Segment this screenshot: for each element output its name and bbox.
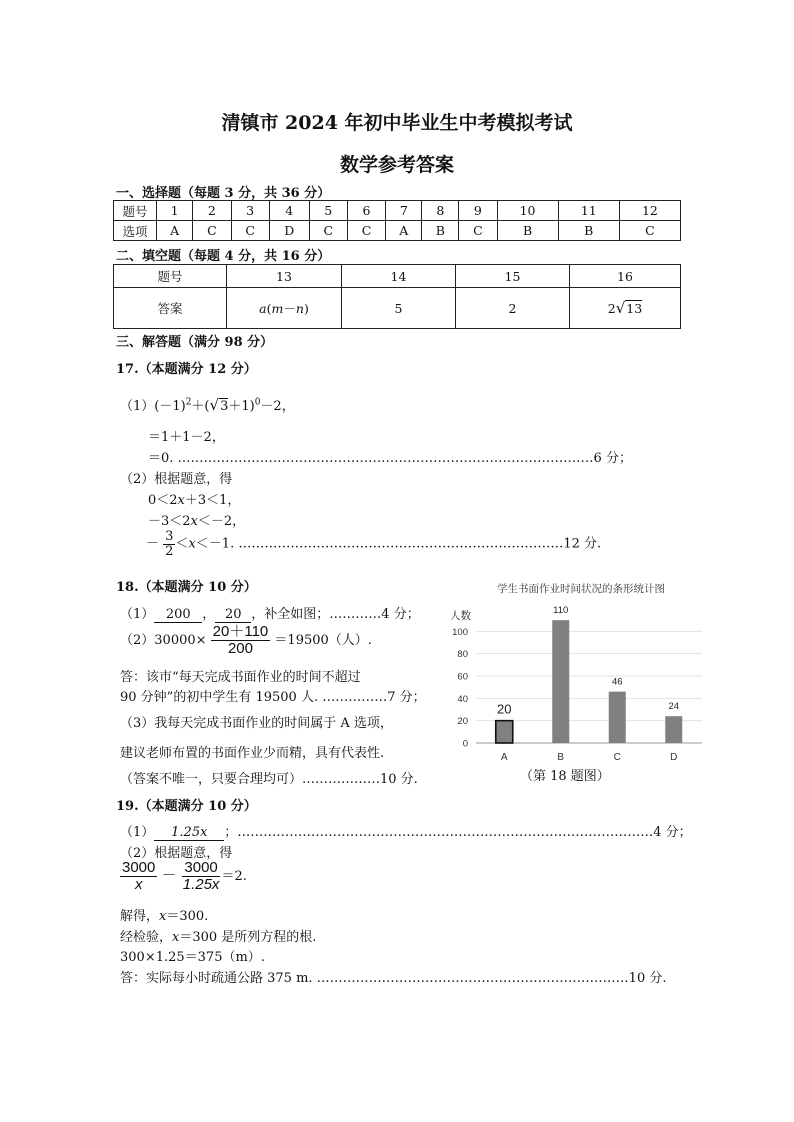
question-number: 10: [497, 201, 558, 221]
chart-ylabel: 人数: [450, 610, 471, 622]
section2-heading: 二、填空题（每题 4 分，共 16 分）: [116, 249, 331, 264]
bar-D: [665, 716, 682, 743]
q18-part3-note: （答案不唯一，只要合理均可）………………10 分.: [120, 772, 418, 787]
sqrt-sign: √: [209, 396, 220, 414]
q17-line6: [148, 510, 245, 529]
y-tick-label: 80: [457, 649, 468, 661]
q17-heading: 17.（本题满分 12 分）: [116, 362, 257, 377]
table-row: [114, 201, 681, 221]
sqrt-radicand: 3: [220, 399, 229, 414]
math-text: 0＜2: [148, 493, 178, 508]
q19-equation: [120, 860, 247, 893]
question-number: 9: [459, 201, 497, 221]
x-tick-label: D: [670, 752, 678, 763]
math-text: ＋1): [228, 399, 255, 414]
data-label: 110: [553, 605, 569, 617]
table-row: [114, 288, 681, 329]
math-text: ＝300.: [166, 909, 209, 924]
fraction: [181, 860, 222, 893]
question-number: 15: [456, 265, 570, 288]
question-number: 16: [570, 265, 681, 288]
fraction-denominator: x: [134, 875, 143, 893]
y-tick-label: 40: [457, 693, 468, 705]
math-text: ＋(: [191, 399, 210, 414]
question-number: 1: [157, 201, 193, 221]
q18-part3: （3）我每天完成书面作业的时间属于 A 选项，: [120, 716, 393, 731]
fill-answer-table: [113, 264, 681, 329]
table-row: [114, 265, 681, 288]
question-number: 14: [342, 265, 456, 288]
math-text: ；……………………………………………………………………………………4 分；: [224, 825, 692, 840]
math-var: x: [177, 493, 185, 508]
math-var: x: [190, 514, 198, 529]
question-number: 2: [193, 201, 231, 221]
row-label: 答案: [114, 288, 227, 329]
choice-answer: B: [558, 221, 619, 241]
choice-answer: A: [157, 221, 193, 241]
math-var: x: [172, 930, 180, 945]
figure-caption: （第 18 题图）: [520, 769, 610, 784]
math-text: ＝300 是所列方程的根.: [179, 930, 317, 945]
math-text: ＜－2，: [197, 514, 246, 529]
answer-15: 2: [456, 288, 570, 329]
math-text: ＝2.: [221, 869, 247, 885]
q19-compute: 300×1.25＝375（m）.: [120, 950, 265, 965]
exam-title: 清镇市 2024 年初中毕业生中考模拟考试: [221, 112, 573, 134]
q19-check: [120, 926, 316, 945]
data-label: 46: [611, 676, 623, 688]
y-tick-label: 100: [452, 626, 468, 638]
fraction-denominator: 2: [165, 543, 174, 559]
fraction-numerator: 20＋110: [212, 623, 269, 640]
math-text: －3＜2: [148, 514, 191, 529]
math-text: （2）30000×: [120, 632, 207, 648]
choice-answer: C: [193, 221, 231, 241]
math-text: 2: [607, 301, 616, 316]
math-text: ＜: [175, 536, 189, 552]
bar-chart: [440, 576, 710, 786]
math-text: －2，: [260, 399, 295, 414]
data-label: 20: [497, 701, 512, 717]
choice-answer: C: [459, 221, 497, 241]
fraction: [120, 860, 157, 893]
question-number: 5: [309, 201, 347, 221]
q17-part1-expression: [120, 395, 295, 414]
choice-answer: B: [497, 221, 558, 241]
answer-key-title: 数学参考答案: [339, 154, 454, 176]
choice-answer: C: [347, 221, 385, 241]
question-number: 11: [558, 201, 619, 221]
math-text: ): [303, 301, 309, 316]
q19-heading: 19.（本题满分 10 分）: [116, 799, 257, 814]
sqrt-sign: √: [615, 299, 626, 317]
choice-answer: B: [422, 221, 459, 241]
row-label: 题号: [114, 265, 227, 288]
math-text: ，补全如图；…………4 分；: [251, 607, 420, 622]
fraction-numerator: 3000: [184, 859, 218, 876]
row-label: 选项: [114, 221, 157, 241]
table-row: [114, 221, 681, 241]
q18-part3-line2: 建议老师布置的书面作业少而精，具有代表性.: [120, 746, 385, 761]
q19-part1: [120, 821, 692, 841]
data-label: 24: [668, 701, 680, 713]
math-text: 解得，: [120, 909, 160, 924]
math-text: 经检验，: [120, 930, 173, 945]
section3-heading: 三、解答题（满分 98 分）: [116, 335, 274, 350]
choice-answer: C: [309, 221, 347, 241]
q18-part2: [120, 624, 372, 657]
math-text: ＝19500（人）.: [274, 632, 372, 648]
question-number: 8: [422, 201, 459, 221]
x-tick-label: B: [557, 752, 565, 763]
question-number: 12: [619, 201, 680, 221]
answer-blank: 1.25x: [154, 825, 224, 841]
answer-16: [570, 288, 681, 329]
q17-line3: ＝0. ……………………………………………………………………………………6 分；: [148, 451, 632, 466]
math-text: （1）: [120, 607, 155, 622]
q19-answer: 答：实际每小时疏通公路 375 m. ………………………………………………………………10 分.: [120, 971, 667, 986]
x-tick-label: A: [500, 752, 508, 763]
q17-line5: [148, 489, 240, 508]
math-text: －: [161, 867, 177, 885]
answer-blank: 20: [215, 607, 251, 623]
math-var: x: [159, 909, 167, 924]
fraction-numerator: 3: [165, 529, 174, 544]
math-text: （1）: [120, 825, 155, 840]
section1-heading: 一、选择题（每题 3 分，共 36 分）: [116, 186, 331, 201]
q19-part2-intro: （2）根据题意，得: [120, 846, 233, 861]
math-exponent: 0: [254, 397, 261, 408]
q18-part1: [120, 603, 420, 623]
math-text: ＋3＜1，: [184, 493, 241, 508]
choice-answer: A: [386, 221, 422, 241]
choice-answer: D: [269, 221, 309, 241]
bar-C: [609, 692, 626, 743]
answer-13: [227, 288, 342, 329]
fraction-denominator: 1.25x: [182, 875, 220, 893]
math-var: a: [259, 301, 267, 316]
math-var: m: [271, 301, 284, 316]
bar-A: [496, 721, 513, 743]
x-tick-label: C: [613, 752, 621, 763]
math-text: －: [146, 536, 160, 552]
question-number: 3: [231, 201, 269, 221]
fraction: [163, 530, 175, 558]
q17-line7: [146, 530, 601, 558]
choice-answer: C: [231, 221, 269, 241]
math-exponent: 2: [185, 397, 192, 408]
fraction-denominator: 200: [227, 639, 253, 657]
math-text: ＜－1. …………………………………………………………………12 分.: [195, 536, 602, 552]
math-var: x: [188, 536, 196, 552]
q18-answer-line2: 90 分钟”的初中学生有 19500 人. ……………7 分；: [120, 690, 426, 705]
q17-line2: ＝1＋1－2，: [148, 430, 225, 445]
y-tick-label: 60: [457, 671, 468, 683]
answer-blank: 200: [154, 607, 202, 623]
chart-title: 学生书面作业时间状况的条形统计图: [497, 583, 665, 595]
q19-solve: [120, 905, 208, 924]
q18-answer-line1: 答：该市“每天完成书面作业的时间不超过: [120, 670, 361, 685]
math-text: (: [266, 301, 272, 316]
q18-heading: 18.（本题满分 10 分）: [116, 580, 257, 595]
q17-part2-intro: （2）根据题意，得: [120, 472, 233, 487]
fraction: [211, 624, 271, 657]
choice-answer-table: [113, 200, 681, 241]
math-text: －: [283, 301, 296, 316]
question-number: 6: [347, 201, 385, 221]
question-number: 4: [269, 201, 309, 221]
question-number: 7: [386, 201, 422, 221]
question-number: 13: [227, 265, 342, 288]
bar-B: [552, 620, 569, 743]
row-label: 题号: [114, 201, 157, 221]
y-tick-label: 20: [457, 716, 468, 728]
math-var: n: [295, 301, 304, 316]
choice-answer: C: [619, 221, 680, 241]
answer-14: 5: [342, 288, 456, 329]
sqrt-radicand: 13: [626, 301, 643, 316]
math-text: （1）(－1): [120, 399, 186, 414]
math-text: ，: [202, 607, 216, 622]
y-tick-label: 0: [462, 738, 468, 750]
fraction-numerator: 3000: [122, 859, 156, 876]
